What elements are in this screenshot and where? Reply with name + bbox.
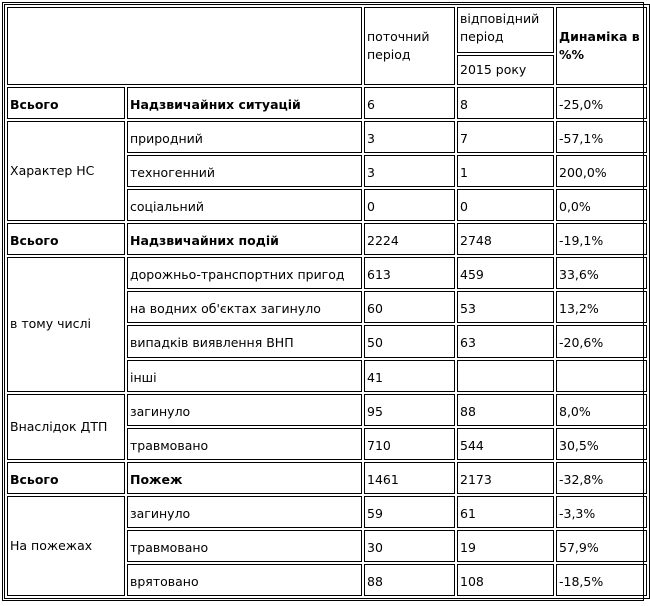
row-label: техногенний [127, 155, 362, 187]
table-row [7, 121, 647, 153]
previous-period-value: 61 [457, 496, 554, 528]
previous-period-value: 0 [457, 189, 554, 221]
current-period-value: 710 [364, 428, 455, 460]
statistics-table [4, 4, 650, 599]
table-row [7, 87, 647, 119]
row-label: випадків виявлення ВНП [127, 325, 362, 357]
header-dynamics: Динаміка в %% [556, 7, 647, 85]
row-label: травмовано [127, 428, 362, 460]
row-label: Надзвичайних подій [127, 223, 362, 255]
header-corresponding-period: відповідний період [457, 7, 554, 53]
table-row [7, 496, 647, 528]
row-label: загинуло [127, 496, 362, 528]
previous-period-value: 53 [457, 291, 554, 323]
dynamics-value: 200,0% [556, 155, 647, 187]
dynamics-value: -25,0% [556, 87, 647, 119]
group-label: Всього [7, 87, 125, 119]
row-label: Надзвичайних ситуацій [127, 87, 362, 119]
row-label: природний [127, 121, 362, 153]
dynamics-value: 30,5% [556, 428, 647, 460]
current-period-value: 3 [364, 121, 455, 153]
current-period-value: 95 [364, 394, 455, 426]
current-period-value: 6 [364, 87, 455, 119]
current-period-value: 1461 [364, 462, 455, 494]
header-empty-cell [7, 7, 362, 85]
dynamics-value: 57,9% [556, 530, 647, 562]
current-period-value: 0 [364, 189, 455, 221]
previous-period-value: 544 [457, 428, 554, 460]
previous-period-value: 63 [457, 325, 554, 357]
row-label: дорожньо-транспортних пригод [127, 257, 362, 289]
group-label: Характер НС [7, 121, 125, 221]
group-label: в тому числі [7, 257, 125, 391]
row-label: на водних об'єктах загинуло [127, 291, 362, 323]
dynamics-value: 8,0% [556, 394, 647, 426]
current-period-value: 50 [364, 325, 455, 357]
dynamics-value: 13,2% [556, 291, 647, 323]
previous-period-value [457, 360, 554, 392]
header-row [7, 7, 647, 53]
current-period-value: 59 [364, 496, 455, 528]
statistics-table-container [2, 2, 644, 601]
group-label: Всього [7, 462, 125, 494]
group-label: На пожежах [7, 496, 125, 596]
dynamics-value: -19,1% [556, 223, 647, 255]
group-label: Внаслідок ДТП [7, 394, 125, 460]
group-label: Всього [7, 223, 125, 255]
dynamics-value: 33,6% [556, 257, 647, 289]
current-period-value: 3 [364, 155, 455, 187]
dynamics-value: -20,6% [556, 325, 647, 357]
header-corresponding-year: 2015 року [457, 55, 554, 85]
dynamics-value [556, 360, 647, 392]
previous-period-value: 7 [457, 121, 554, 153]
previous-period-value: 459 [457, 257, 554, 289]
previous-period-value: 8 [457, 87, 554, 119]
current-period-value: 30 [364, 530, 455, 562]
previous-period-value: 2173 [457, 462, 554, 494]
previous-period-value: 88 [457, 394, 554, 426]
table-row [7, 462, 647, 494]
previous-period-value: 108 [457, 564, 554, 596]
dynamics-value: -18,5% [556, 564, 647, 596]
current-period-value: 60 [364, 291, 455, 323]
row-label: загинуло [127, 394, 362, 426]
previous-period-value: 1 [457, 155, 554, 187]
row-label: травмовано [127, 530, 362, 562]
row-label: Пожеж [127, 462, 362, 494]
current-period-value: 2224 [364, 223, 455, 255]
current-period-value: 88 [364, 564, 455, 596]
table-row [7, 394, 647, 426]
header-current-period: поточний період [364, 7, 455, 85]
row-label: інші [127, 360, 362, 392]
dynamics-value: -57,1% [556, 121, 647, 153]
previous-period-value: 19 [457, 530, 554, 562]
table-row [7, 257, 647, 289]
current-period-value: 41 [364, 360, 455, 392]
dynamics-value: 0,0% [556, 189, 647, 221]
table-row [7, 223, 647, 255]
dynamics-value: -32,8% [556, 462, 647, 494]
previous-period-value: 2748 [457, 223, 554, 255]
row-label: врятовано [127, 564, 362, 596]
dynamics-value: -3,3% [556, 496, 647, 528]
current-period-value: 613 [364, 257, 455, 289]
row-label: соціальний [127, 189, 362, 221]
